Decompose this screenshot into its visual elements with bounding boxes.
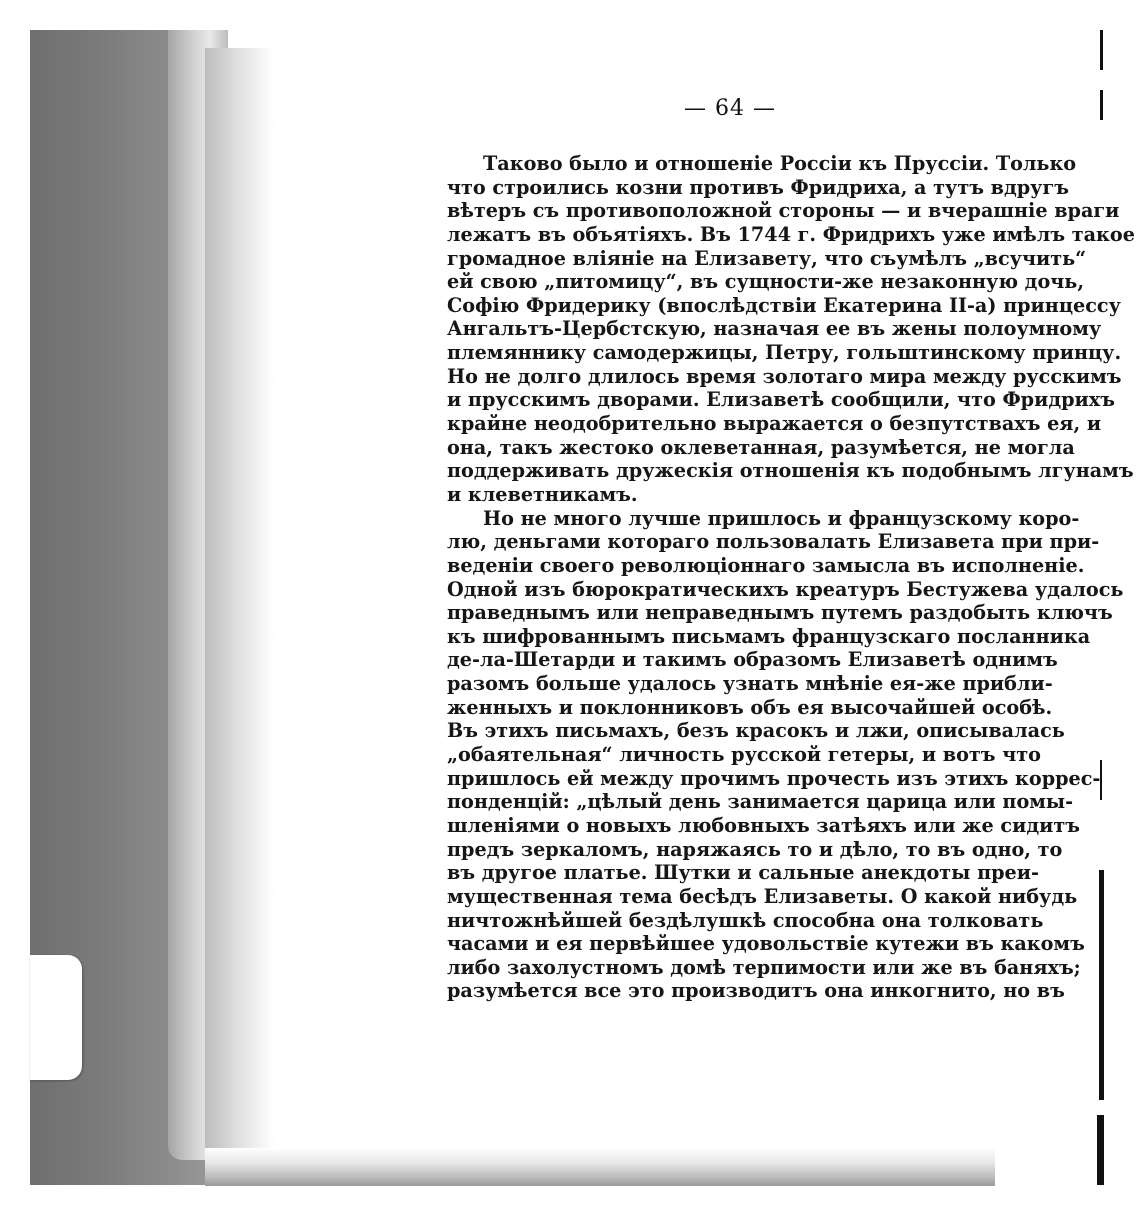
text-line: Таково было и отношеніе Россіи къ Пруссіи. Только	[483, 152, 1077, 175]
text-line: разумѣется все это производитъ она инкогнито, но въ	[447, 979, 1065, 1003]
edge-mark	[1100, 30, 1103, 70]
text-line: либо захолустномъ домѣ терпимости или же въ баняхъ;	[447, 955, 1081, 979]
text-line: крайне неодобрительно выражается о безпутствахъ ея, и	[447, 412, 1102, 436]
text-line: Но не долго длилось время золотаго мира между русскимъ	[447, 364, 1122, 388]
paragraph-2	[447, 506, 1124, 1003]
text-line: и клеветникамъ.	[447, 482, 638, 506]
text-line: женныхъ и поклонниковъ объ ея высочайшей особѣ.	[447, 695, 1053, 719]
text-line: лежатъ въ объятіяхъ. Въ 1744 г. Фридрихъ уже имѣлъ такое	[447, 222, 1135, 246]
text-line: веденіи своего революціоннаго замысла въ исполненіе.	[447, 553, 1085, 577]
text-line: де-ла-Шетарди и такимъ образомъ Елизаветѣ однимъ	[447, 648, 1058, 672]
text-line: мущественная тема бесѣдъ Елизаветы. О какой нибудь	[447, 884, 1078, 908]
page-number: — 64 —	[684, 96, 776, 121]
text-line: и прусскимъ дворами. Елизаветѣ сообщили, что Фридрихъ	[447, 388, 1115, 412]
text-line: часами и ея первѣйшее удовольствіе кутежи въ какомъ	[447, 932, 1085, 956]
text-line: вѣтеръ съ противоположной стороны — и вчерашніе враги	[447, 199, 1120, 223]
text-line: лю, деньгами котораго пользовалать Елизавета при при-	[447, 530, 1100, 554]
page-gutter-shadow	[205, 48, 275, 1158]
edge-mark	[1100, 90, 1103, 120]
text-line: предъ зеркаломъ, наряжаясь то и дѣло, то въ одно, то	[447, 837, 1063, 861]
library-sticker	[30, 955, 82, 1080]
text-line: праведнымъ или неправеднымъ путемъ раздобыть ключъ	[447, 601, 1113, 625]
paragraph-1	[447, 152, 1135, 507]
text-line: шленіями о новыхъ любовныхъ затѣяхъ или же сидитъ	[447, 813, 1080, 837]
edge-mark	[1099, 870, 1104, 1100]
text-line: Софію Фридерику (впослѣдствіи Екатерина II-а) принцессу	[447, 293, 1121, 317]
text-line: ей свою „питомицу“, въ сущности-же незаконную дочь,	[447, 270, 1085, 294]
page-bottom-shadow	[205, 1148, 995, 1186]
text-line: къ шифрованнымъ письмамъ французскаго посланника	[447, 624, 1091, 648]
text-line: въ другое платье. Шутки и сальные анекдоты преи-	[447, 861, 1039, 885]
text-line: она, такъ жестоко оклеветанная, разумѣется, не могла	[447, 435, 1075, 459]
edge-mark	[1097, 1115, 1104, 1185]
text-line: поддерживать дружескія отношенія къ подобнымъ лгунамъ	[447, 459, 1134, 483]
text-line: пришлось ей между прочимъ прочесть изъ этихъ коррес-	[447, 766, 1101, 790]
text-line: понденцій: „цѣлый день занимается царица или помы-	[447, 790, 1074, 814]
text-line: „обаятельная“ личность русской гетеры, и вотъ что	[447, 743, 1041, 767]
text-line: Въ этихъ письмахъ, безъ красокъ и лжи, описывалась	[447, 719, 1065, 743]
text-line: разомъ больше удалось узнать мнѣніе ея-же прибли-	[447, 672, 1053, 696]
text-line: племяннику самодержицы, Петру, гольштинскому принцу.	[447, 341, 1122, 365]
text-line: Но не много лучше пришлось и французскому коро-	[483, 506, 1080, 530]
text-line: громадное вліяніе на Елизавету, что съумѣлъ „всучить“	[447, 246, 1087, 270]
text-line: что строились козни противъ Фридриха, а тутъ вдругъ	[447, 175, 1069, 199]
text-line: ничтожнѣйшей бездѣлушкѣ способна она толковать	[447, 908, 1044, 932]
text-line: Ангальтъ-Цербстскую, назначая ее въ жены полоумному	[447, 317, 1102, 341]
body-text	[447, 152, 1135, 1003]
text-line: Одной изъ бюрократическихъ креатуръ Бестужева удалось	[447, 577, 1124, 601]
edge-mark	[1100, 760, 1102, 800]
